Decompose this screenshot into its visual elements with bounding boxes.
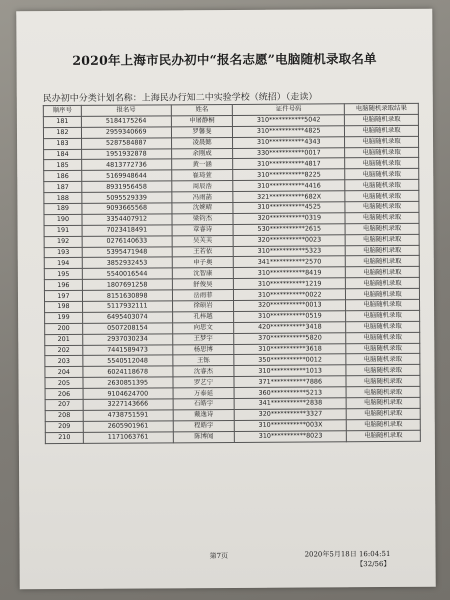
result-cell: 电脑随机录取	[345, 136, 419, 147]
reg-no-cell: 2605901961	[83, 421, 173, 432]
seq-cell: 201	[45, 334, 83, 345]
id-no-cell: 321***********682X	[233, 191, 345, 203]
id-no-cell: 310***********1013	[234, 365, 346, 377]
id-no-cell: 310***********0022	[234, 289, 346, 301]
id-no-cell: 310***********4825	[233, 126, 345, 138]
reg-no-cell: 3227143666	[83, 399, 173, 410]
reg-no-cell: 6024118678	[83, 366, 173, 377]
id-no-cell: 360***********5213	[234, 387, 346, 399]
name-cell: 凌晨懿	[171, 137, 233, 148]
reg-no-cell: 5540016544	[82, 268, 172, 279]
reg-no-cell: 3852932453	[82, 257, 172, 268]
school-name: 上海民办行知二中实验学校（统招）	[141, 92, 286, 104]
document-sheet	[16, 9, 436, 590]
result-cell: 电脑随机录取	[345, 190, 419, 201]
id-no-cell: 310***********4343	[233, 136, 345, 148]
reg-no-cell: 5395471948	[82, 246, 172, 257]
name-cell: 崔琦萱	[171, 170, 233, 181]
result-cell: 电脑随机录取	[345, 201, 419, 212]
id-no-cell: 310***********4817	[233, 158, 345, 170]
seq-cell: 192	[44, 236, 82, 247]
result-cell: 电脑随机录取	[345, 256, 419, 267]
name-cell: 沈婉晴	[172, 202, 234, 213]
page-number: 第7页	[209, 551, 229, 561]
result-cell: 电脑随机录取	[345, 147, 419, 158]
id-no-cell: 341***********2838	[234, 398, 346, 410]
print-timestamp-block	[305, 549, 391, 570]
seq-cell: 208	[45, 410, 83, 421]
result-cell: 电脑随机录取	[345, 223, 419, 234]
result-cell: 电脑随机录取	[346, 376, 420, 387]
id-no-cell: 310***********3618	[234, 343, 346, 355]
plan-name-line	[43, 89, 318, 104]
reg-no-cell: 0276140633	[82, 236, 172, 247]
name-cell: 舒俊昊	[172, 279, 234, 290]
result-cell: 电脑随机录取	[345, 169, 419, 180]
name-cell: 杨思博	[172, 344, 234, 355]
table-row	[45, 430, 420, 443]
seq-cell: 184	[44, 149, 82, 160]
id-no-cell: 310***********8225	[233, 169, 345, 181]
result-cell: 电脑随机录取	[345, 125, 419, 136]
name-cell: 申子奥	[172, 257, 234, 268]
id-no-cell: 320***********0319	[233, 213, 345, 225]
document-title: 2020年上海市民办初中“报名志愿”电脑随机录取名单	[72, 51, 377, 68]
result-cell: 电脑随机录取	[345, 180, 419, 191]
id-no-cell: 320***********0013	[234, 300, 346, 312]
result-cell: 电脑随机录取	[345, 234, 419, 245]
result-cell: 电脑随机录取	[346, 321, 420, 332]
reg-no-cell: 7441589473	[83, 344, 173, 355]
seq-cell: 183	[44, 138, 82, 149]
id-no-cell: 310***********4416	[233, 180, 345, 192]
name-cell: 梁钧杰	[172, 213, 234, 224]
result-cell: 电脑随机录取	[345, 245, 419, 256]
result-cell: 电脑随机录取	[344, 114, 418, 125]
seq-cell: 185	[44, 160, 82, 171]
seq-cell: 181	[43, 116, 81, 127]
result-cell: 电脑随机录取	[345, 278, 419, 289]
result-cell: 电脑随机录取	[345, 158, 419, 169]
reg-no-cell: 9093665568	[82, 203, 172, 214]
name-cell: 罗馨斐	[171, 126, 233, 137]
id-no-cell: 320***********0023	[233, 234, 345, 246]
name-cell: 沈智康	[172, 268, 234, 279]
reg-no-cell: 1807691258	[82, 279, 172, 290]
header-result: 电脑随机录取结果	[344, 103, 418, 114]
name-cell: 徐硕岩	[172, 300, 234, 311]
id-no-cell: 310***********1219	[234, 278, 346, 290]
seq-cell: 182	[43, 127, 81, 138]
reg-no-cell: 2630851395	[83, 377, 173, 388]
seq-cell: 206	[45, 389, 83, 400]
seq-cell: 210	[45, 432, 83, 443]
reg-no-cell: 4813772736	[82, 159, 172, 170]
seq-cell: 198	[45, 301, 83, 312]
seq-cell: 187	[44, 182, 82, 193]
name-cell: 冯雨菡	[171, 192, 233, 203]
seq-cell: 188	[44, 193, 82, 204]
id-no-cell: 310***********5042	[233, 115, 345, 127]
reg-no-cell: 2937030234	[83, 334, 173, 345]
reg-no-cell: 5184175264	[81, 116, 171, 127]
name-cell: 陈博闻	[173, 431, 235, 442]
seq-cell: 200	[45, 323, 83, 334]
name-cell: 罗艺宁	[173, 377, 235, 388]
name-cell: 王铄	[172, 355, 234, 366]
header-name: 姓名	[171, 104, 233, 115]
reg-no-cell: 5287584887	[81, 138, 171, 149]
name-cell: 万泰延	[173, 388, 235, 399]
result-cell: 电脑随机录取	[346, 419, 420, 430]
name-cell: 余刚成	[171, 148, 233, 159]
name-cell: 石皓宇	[173, 398, 235, 409]
result-cell: 电脑随机录取	[346, 332, 420, 343]
id-no-cell: 310***********003X	[235, 420, 347, 432]
reg-no-cell: 4738751591	[83, 410, 173, 421]
result-cell: 电脑随机录取	[345, 267, 419, 278]
reg-no-cell: 3354407912	[82, 214, 172, 225]
result-cell: 电脑随机录取	[346, 386, 420, 397]
id-no-cell: 310***********8419	[234, 267, 346, 279]
seq-cell: 197	[44, 291, 82, 302]
seq-cell: 205	[45, 378, 83, 389]
reg-no-cell: 8931956458	[82, 181, 172, 192]
seq-cell: 199	[45, 312, 83, 323]
seq-cell: 190	[44, 214, 82, 225]
id-no-cell: 350***********0012	[234, 354, 346, 366]
seq-cell: 193	[44, 247, 82, 258]
page-count: 【32/56】	[356, 560, 391, 569]
result-cell: 电脑随机录取	[346, 365, 420, 376]
seq-cell: 204	[45, 367, 83, 378]
reg-no-cell: 5117932111	[82, 301, 172, 312]
seq-cell: 195	[44, 269, 82, 280]
name-cell: 黄一涵	[171, 159, 233, 170]
reg-no-cell: 9104624700	[83, 388, 173, 399]
reg-no-cell: 5169948644	[82, 170, 172, 181]
result-cell: 电脑随机录取	[346, 343, 420, 354]
header-reg-no: 报名号	[81, 105, 171, 116]
reg-no-cell: 1171063761	[83, 432, 173, 443]
name-cell: 孔梓越	[172, 311, 234, 322]
print-datetime: 2020年5月18日 16:04:51	[304, 550, 391, 559]
id-no-cell: 420***********3418	[234, 322, 346, 334]
name-cell: 章睿诗	[172, 224, 234, 235]
id-no-cell: 310***********8023	[235, 430, 347, 442]
seq-cell: 194	[44, 258, 82, 269]
id-no-cell: 320***********3327	[235, 409, 347, 421]
id-no-cell: 310***********4525	[233, 202, 345, 214]
result-cell: 电脑随机录取	[346, 310, 420, 321]
header-seq: 顺序号	[43, 105, 81, 116]
header-id-no: 证件号码	[233, 104, 345, 116]
reg-no-cell: 5095529339	[82, 192, 172, 203]
name-cell: 吴芙芙	[172, 235, 234, 246]
name-cell: 程皓宇	[173, 420, 235, 431]
reg-no-cell: 5540512048	[83, 355, 173, 366]
id-no-cell: 341***********2570	[234, 256, 346, 268]
name-cell: 沈睿杰	[173, 366, 235, 377]
seq-cell: 186	[44, 171, 82, 182]
result-cell: 电脑随机录取	[346, 299, 420, 310]
result-cell: 电脑随机录取	[346, 288, 420, 299]
reg-no-cell: 0507208154	[83, 323, 173, 334]
name-cell: 戴逸诗	[173, 409, 235, 420]
name-cell: 周辰浩	[171, 181, 233, 192]
name-cell: 申屠静桐	[171, 115, 233, 126]
seq-cell: 196	[44, 280, 82, 291]
admission-table	[43, 103, 421, 444]
name-cell: 岳雨菲	[172, 290, 234, 301]
enrollment-type: （走读）	[285, 92, 318, 103]
id-no-cell: 310***********0519	[234, 311, 346, 323]
reg-no-cell: 2959340669	[81, 127, 171, 138]
reg-no-cell: 7023418491	[82, 225, 172, 236]
reg-no-cell: 6495403074	[82, 312, 172, 323]
reg-no-cell: 8151630898	[82, 290, 172, 301]
reg-no-cell: 1951932878	[81, 148, 171, 159]
result-cell: 电脑随机录取	[346, 408, 420, 419]
result-cell: 电脑随机录取	[346, 354, 420, 365]
id-no-cell: 371***********7886	[234, 376, 346, 388]
seq-cell: 207	[45, 399, 83, 410]
seq-cell: 202	[45, 345, 83, 356]
id-no-cell: 310***********5323	[234, 245, 346, 257]
seq-cell: 189	[44, 203, 82, 214]
seq-cell: 209	[45, 421, 83, 432]
id-no-cell: 330***********0017	[233, 147, 345, 159]
name-cell: 向思文	[172, 322, 234, 333]
id-no-cell: 370***********5820	[234, 332, 346, 344]
seq-cell: 191	[44, 225, 82, 236]
result-cell: 电脑随机录取	[346, 430, 420, 441]
id-no-cell: 530***********2615	[233, 224, 345, 236]
seq-cell: 203	[45, 356, 83, 367]
result-cell: 电脑随机录取	[345, 212, 419, 223]
result-cell: 电脑随机录取	[346, 397, 420, 408]
name-cell: 王梦宇	[172, 333, 234, 344]
plan-name-label: 民办初中分类计划名称：	[42, 93, 142, 105]
name-cell: 王若依	[172, 246, 234, 257]
